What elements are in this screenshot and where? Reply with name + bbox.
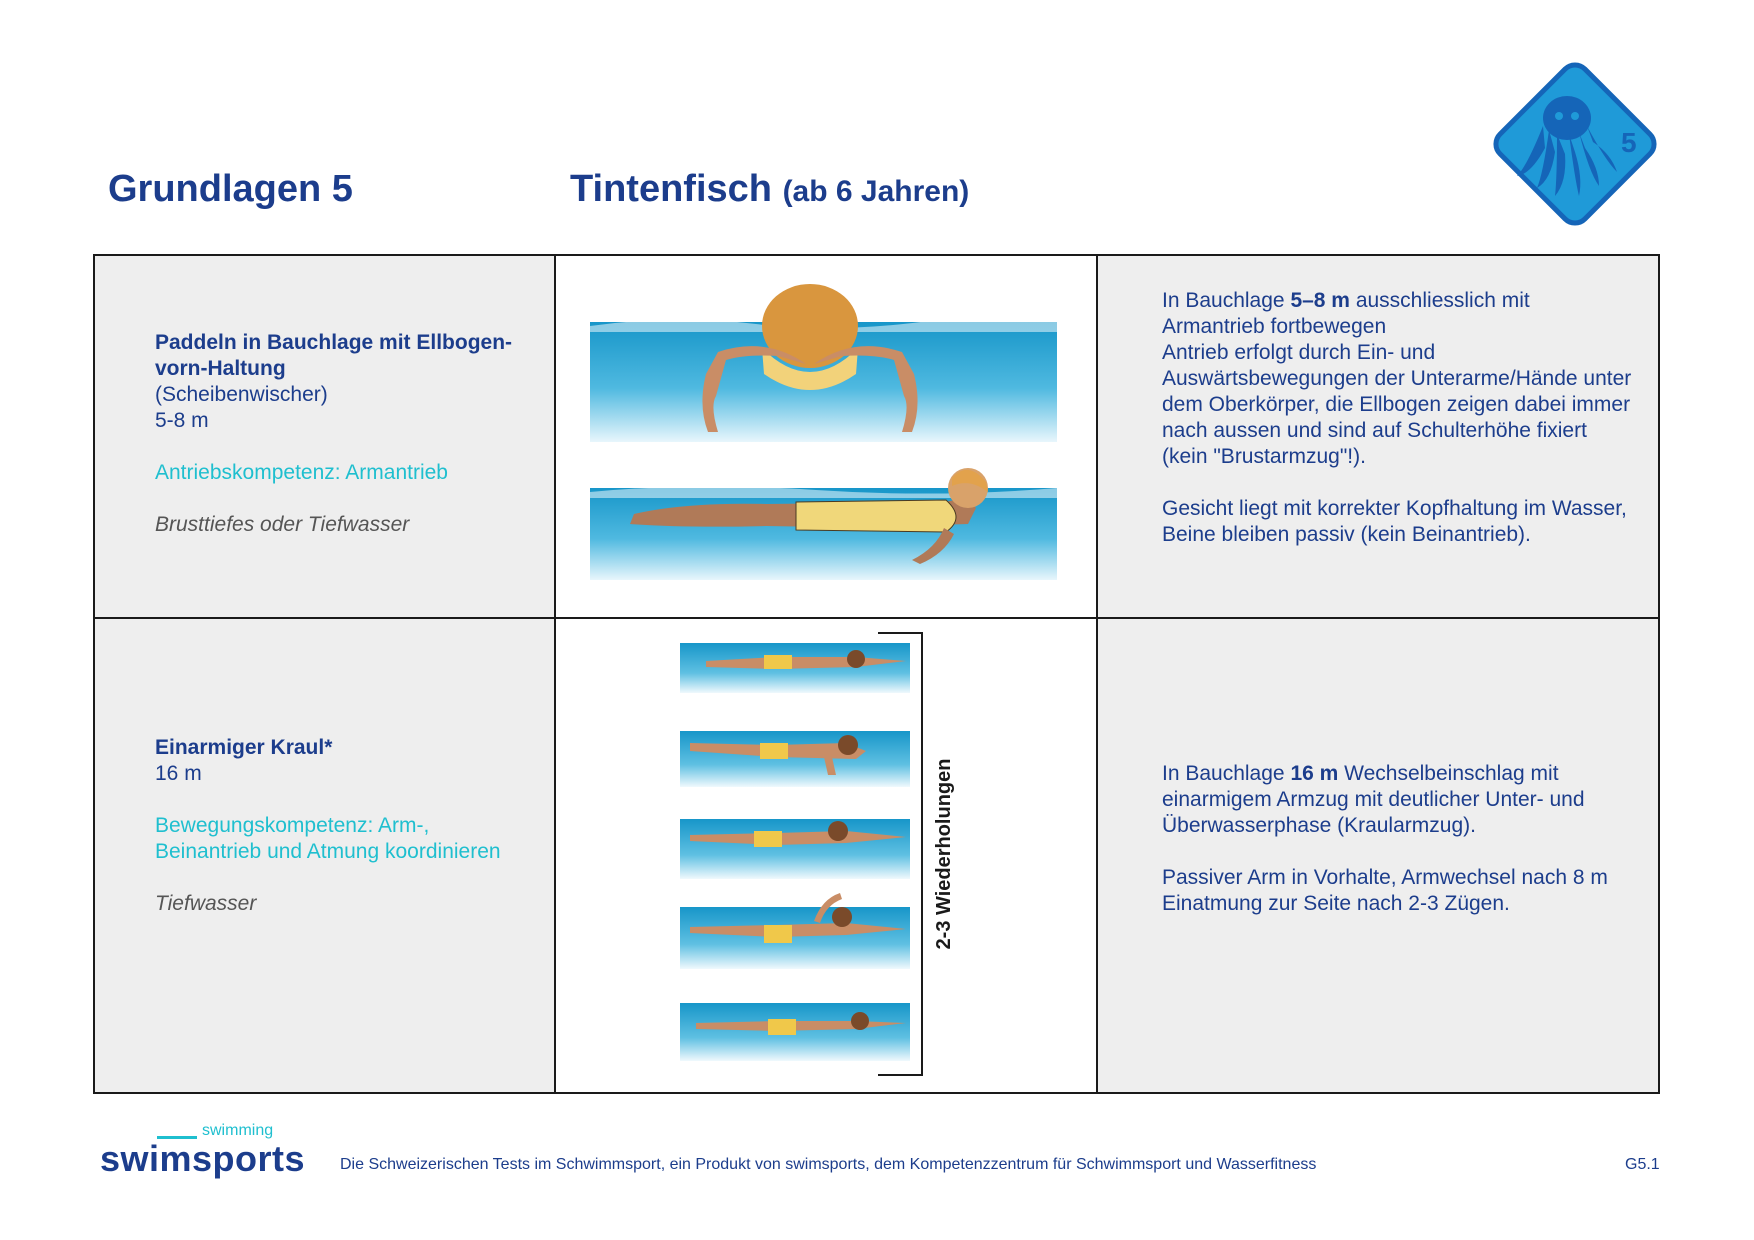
row2-description-cell — [1098, 619, 1658, 1092]
row1-description-cell — [1098, 256, 1658, 617]
swimmer-frame-5 — [680, 1003, 910, 1061]
page-code: G5.1 — [1625, 1156, 1660, 1173]
row2-distance: 16 m — [155, 762, 202, 785]
row2-exercise-cell — [95, 619, 554, 1092]
row1-exercise-cell — [95, 256, 554, 617]
row1-illustration-cell — [556, 256, 1096, 617]
badge-number: 5 — [1621, 127, 1637, 158]
repetitions-label: 2-3 Wiederholungen — [933, 758, 955, 950]
footer-text: Die Schweizerischen Tests im Schwimmsport, ein Produkt von swimsports, dem Kompetenzzentrum für Schwimmsport und Wasserfitness — [340, 1156, 1317, 1173]
row2-description-para2: Passiver Arm in Vorhalte, Armwechsel nach 8 m Einatmung zur Seite nach 2-3 Zügen. — [1162, 866, 1608, 915]
swimmer-frame-4 — [680, 893, 910, 969]
row2-description: In Bauchlage 16 m Wechselbeinschlag mit einarmigem Armzug mit deutlicher Unter- und Überwasserphase (Kraularmzug). — [1162, 762, 1585, 837]
row1-competence: Antriebskompetenz: Armantrieb — [155, 461, 448, 484]
swimmer-frame-3 — [680, 819, 910, 879]
page-title — [570, 168, 969, 211]
logo-text: swimsports — [100, 1138, 306, 1179]
paddling-illustration — [556, 256, 1096, 617]
page-level: Grundlagen 5 — [108, 168, 353, 210]
row1-exercise-title: Paddeln in Bauchlage mit Ellbogen-vorn-Haltung — [155, 331, 513, 380]
row2-exercise-title: Einarmiger Kraul* — [155, 736, 333, 759]
row1-description: In Bauchlage 5–8 m ausschliesslich mit Armantrieb fortbewegen — [1162, 289, 1530, 338]
row1-description-line2: Antrieb erfolgt durch Ein- und Auswärtsbewegungen der Unterarme/Hände unter dem Oberkörper, die Ellbogen zeigen dabei immer nach aussen und sind auf Schulterhöhe fixiert (kein "Brustarmzug"!). — [1162, 341, 1632, 468]
row2-competence: Bewegungskompetenz: Arm-, Beinantrieb und Atmung koordinieren — [155, 814, 501, 863]
exercise-table — [93, 254, 1660, 1094]
logo-small-text: swimming — [202, 1122, 274, 1139]
row1-distance: 5-8 m — [155, 409, 209, 432]
row2-illustration-cell — [556, 619, 1096, 1092]
row1-exercise-note: (Scheibenwischer) — [155, 383, 328, 406]
kraul-sequence-illustration — [556, 619, 1096, 1092]
title-name: Tintenfisch — [570, 168, 772, 210]
swimmer-frame-2 — [680, 731, 910, 787]
row2-water: Tiefwasser — [155, 892, 257, 915]
row1-water: Brusttiefes oder Tiefwasser — [155, 513, 410, 536]
swimmer-frame-1 — [680, 643, 910, 693]
octopus-badge-icon — [1487, 56, 1663, 232]
row1-description-para2: Gesicht liegt mit korrekter Kopfhaltung im Wasser, Beine bleiben passiv (kein Beinantrieb). — [1162, 497, 1627, 546]
title-age: (ab 6 Jahren) — [782, 175, 970, 208]
